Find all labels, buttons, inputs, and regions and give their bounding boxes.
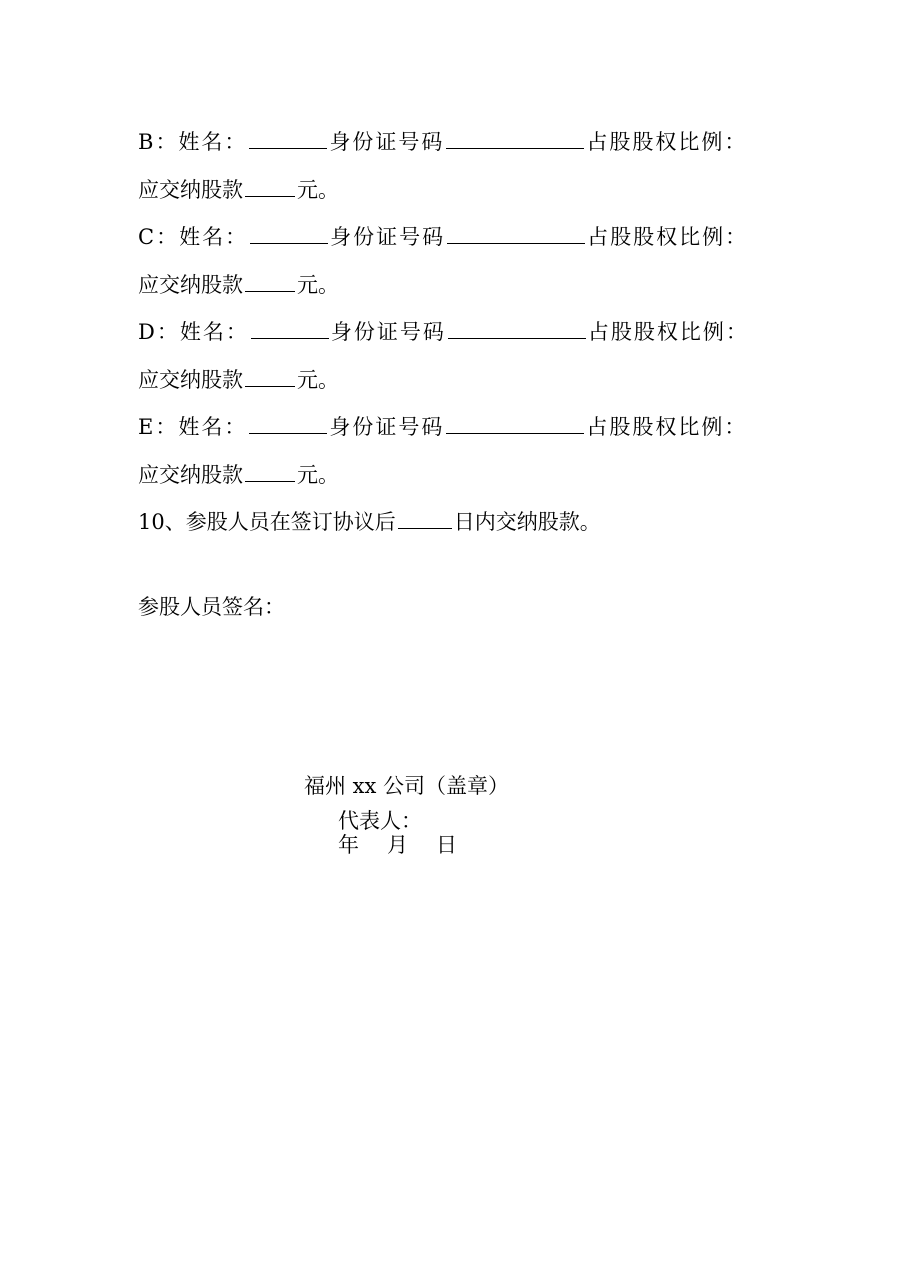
payment-label: 应交纳股款: [138, 368, 243, 392]
clause-10-prefix: 10、参股人员在签订协议后: [138, 510, 396, 534]
clause-10-suffix: 日内交纳股款。: [453, 510, 601, 534]
ratio-label: 占股股权比例：: [586, 415, 748, 439]
id-label: 身份证号码: [329, 415, 445, 439]
representative-label: 代表人：: [338, 809, 422, 833]
shareholder-letter: B: [138, 130, 156, 154]
days-blank[interactable]: [398, 508, 452, 529]
shareholder-c-info-line: [138, 223, 748, 251]
id-number-blank[interactable]: [447, 223, 585, 244]
currency-unit: 元。: [297, 273, 339, 297]
shareholder-d-payment-line: [138, 366, 339, 394]
amount-blank[interactable]: [245, 366, 295, 387]
payment-label: 应交纳股款: [138, 463, 243, 487]
shareholder-c-payment-line: [138, 271, 339, 299]
id-label: 身份证号码: [329, 130, 445, 154]
clause-10: [138, 508, 601, 536]
name-label: ：姓名：: [156, 225, 249, 249]
name-label: ：姓名：: [155, 130, 248, 154]
shareholder-b-info-line: [138, 128, 747, 156]
id-number-blank[interactable]: [446, 413, 584, 434]
ratio-label: 占股股权比例：: [587, 320, 749, 344]
name-label: ：姓名：: [156, 320, 249, 344]
shareholder-signature-label: 参股人员签名：: [138, 595, 285, 619]
shareholder-e-info-line: [138, 413, 747, 441]
shareholder-b-payment-line: [138, 176, 339, 204]
name-blank[interactable]: [251, 318, 329, 339]
currency-unit: 元。: [297, 368, 339, 392]
currency-unit: 元。: [297, 463, 339, 487]
id-label: 身份证号码: [330, 320, 446, 344]
date-line: [338, 832, 457, 858]
payment-label: 应交纳股款: [138, 273, 243, 297]
id-number-blank[interactable]: [448, 318, 586, 339]
shareholder-letter: E: [138, 415, 156, 439]
shareholder-d-info-line: [138, 318, 749, 346]
ratio-label: 占股股权比例：: [586, 130, 748, 154]
name-blank[interactable]: [249, 413, 327, 434]
currency-unit: 元。: [297, 178, 339, 202]
name-blank[interactable]: [249, 128, 327, 149]
name-blank[interactable]: [250, 223, 328, 244]
name-label: ：姓名：: [155, 415, 248, 439]
amount-blank[interactable]: [245, 271, 295, 292]
month-label: 月: [387, 833, 408, 857]
id-number-blank[interactable]: [446, 128, 584, 149]
ratio-label: 占股股权比例：: [587, 225, 749, 249]
year-label: 年: [338, 833, 359, 857]
amount-blank[interactable]: [245, 176, 295, 197]
id-label: 身份证号码: [330, 225, 446, 249]
company-seal-line: 福州 xx 公司（盖章）: [304, 774, 510, 798]
shareholder-letter: C: [138, 225, 157, 249]
amount-blank[interactable]: [245, 461, 295, 482]
day-label: 日: [436, 833, 457, 857]
shareholder-e-payment-line: [138, 461, 339, 489]
shareholder-letter: D: [138, 320, 157, 344]
payment-label: 应交纳股款: [138, 178, 243, 202]
